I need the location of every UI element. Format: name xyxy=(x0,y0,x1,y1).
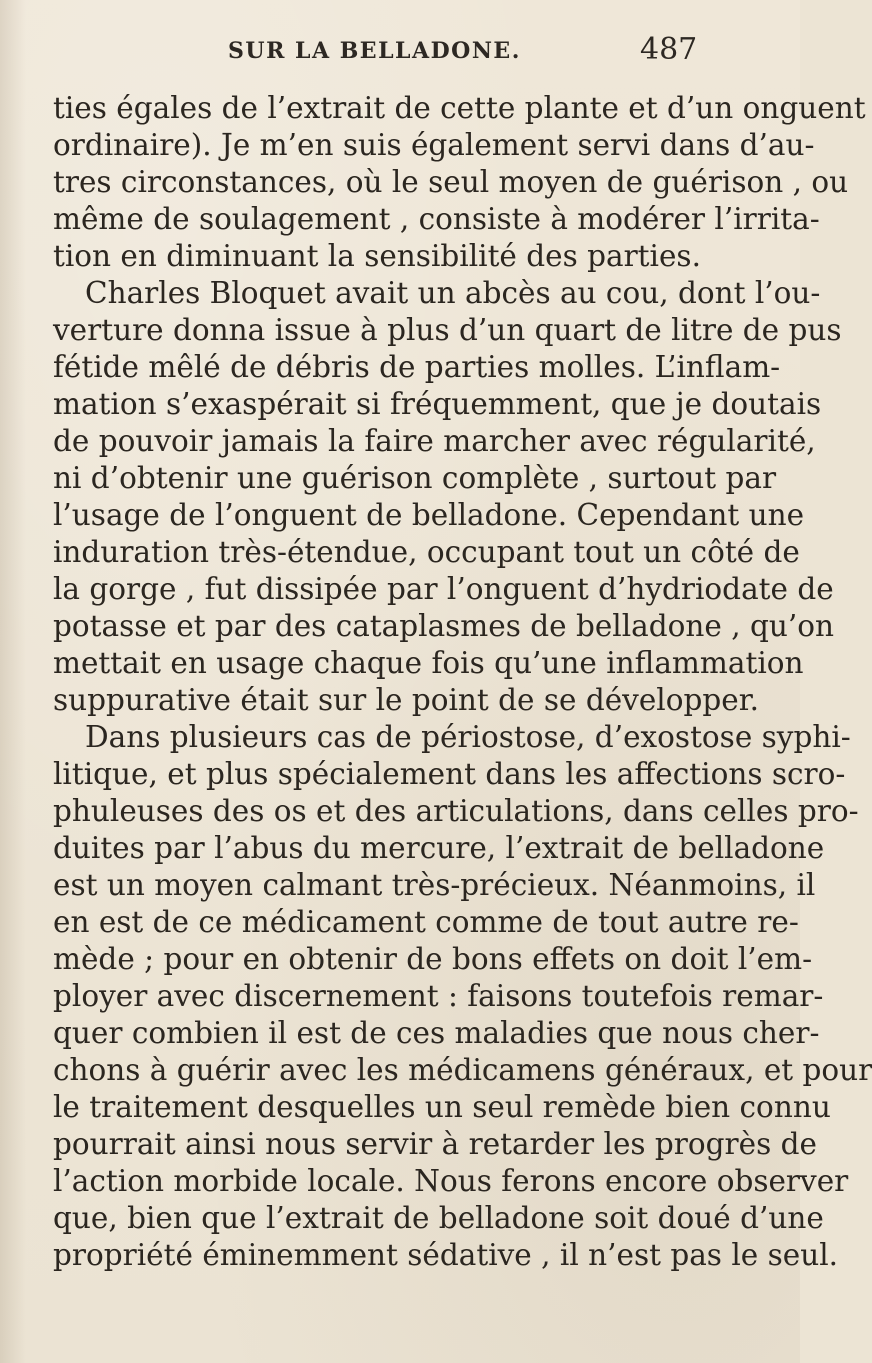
text-line: de pouvoir jamais la faire marcher avec régularité, xyxy=(53,424,816,458)
text-line: en est de ce médicament comme de tout autre re- xyxy=(53,905,799,939)
text-line: duites par l’abus du mercure, l’extrait de belladone xyxy=(53,831,825,865)
text-line: le traitement desquelles un seul remède bien connu xyxy=(53,1090,831,1124)
paragraph-start-line: Dans plusieurs cas de périostose, d’exostose syphi- xyxy=(85,720,851,754)
text-line: potasse et par des cataplasmes de belladone , qu’on xyxy=(53,609,835,643)
text-line: même de soulagement , consiste à modérer l’irrita- xyxy=(53,202,820,236)
text-line: tion en diminuant la sensibilité des parties. xyxy=(53,239,701,273)
running-title: SUR LA BELLADONE. xyxy=(228,38,521,64)
text-line: induration très-étendue, occupant tout un côté de xyxy=(53,535,800,569)
text-line: ordinaire). Je m’en suis également servi dans d’au- xyxy=(53,128,815,162)
text-line: litique, et plus spécialement dans les affections scro- xyxy=(53,757,846,791)
text-line: chons à guérir avec les médicamens généraux, et pour xyxy=(53,1053,872,1087)
text-line: mède ; pour en obtenir de bons effets on doit l’em- xyxy=(53,942,813,976)
text-line: l’action morbide locale. Nous ferons encore observer xyxy=(53,1164,849,1198)
text-line: mettait en usage chaque fois qu’une inflammation xyxy=(53,646,804,680)
page-number: 487 xyxy=(640,32,698,67)
body-text xyxy=(53,87,872,1297)
paragraph-start-line: Charles Bloquet avait un abcès au cou, dont l’ou- xyxy=(85,276,821,310)
text-line: mation s’exaspérait si fréquemment, que je doutais xyxy=(53,387,822,421)
page-header xyxy=(0,28,800,68)
text-line: tres circonstances, où le seul moyen de guérison , ou xyxy=(53,165,849,199)
text-line: est un moyen calmant très-précieux. Néanmoins, il xyxy=(53,868,816,902)
text-line: que, bien que l’extrait de belladone soit doué d’une xyxy=(53,1201,824,1235)
text-line: suppurative était sur le point de se développer. xyxy=(53,683,759,717)
text-line: l’usage de l’onguent de belladone. Cependant une xyxy=(53,498,805,532)
page-edge-shadow xyxy=(0,0,26,1363)
text-line: ties égales de l’extrait de cette plante et d’un onguent xyxy=(53,91,866,125)
text-line: quer combien il est de ces maladies que nous cher- xyxy=(53,1016,820,1050)
text-line: ployer avec discernement : faisons toutefois remar- xyxy=(53,979,824,1013)
text-line: verture donna issue à plus d’un quart de litre de pus xyxy=(53,313,842,347)
text-line: la gorge , fut dissipée par l’onguent d’hydriodate de xyxy=(53,572,834,606)
text-line: phuleuses des os et des articulations, dans celles pro- xyxy=(53,794,859,828)
text-line: propriété éminemment sédative , il n’est pas le seul. xyxy=(53,1238,839,1272)
text-line: pourrait ainsi nous servir à retarder les progrès de xyxy=(53,1127,817,1161)
text-line: fétide mêlé de débris de parties molles. L’inflam- xyxy=(53,350,781,384)
text-line: ni d’obtenir une guérison complète , surtout par xyxy=(53,461,777,495)
